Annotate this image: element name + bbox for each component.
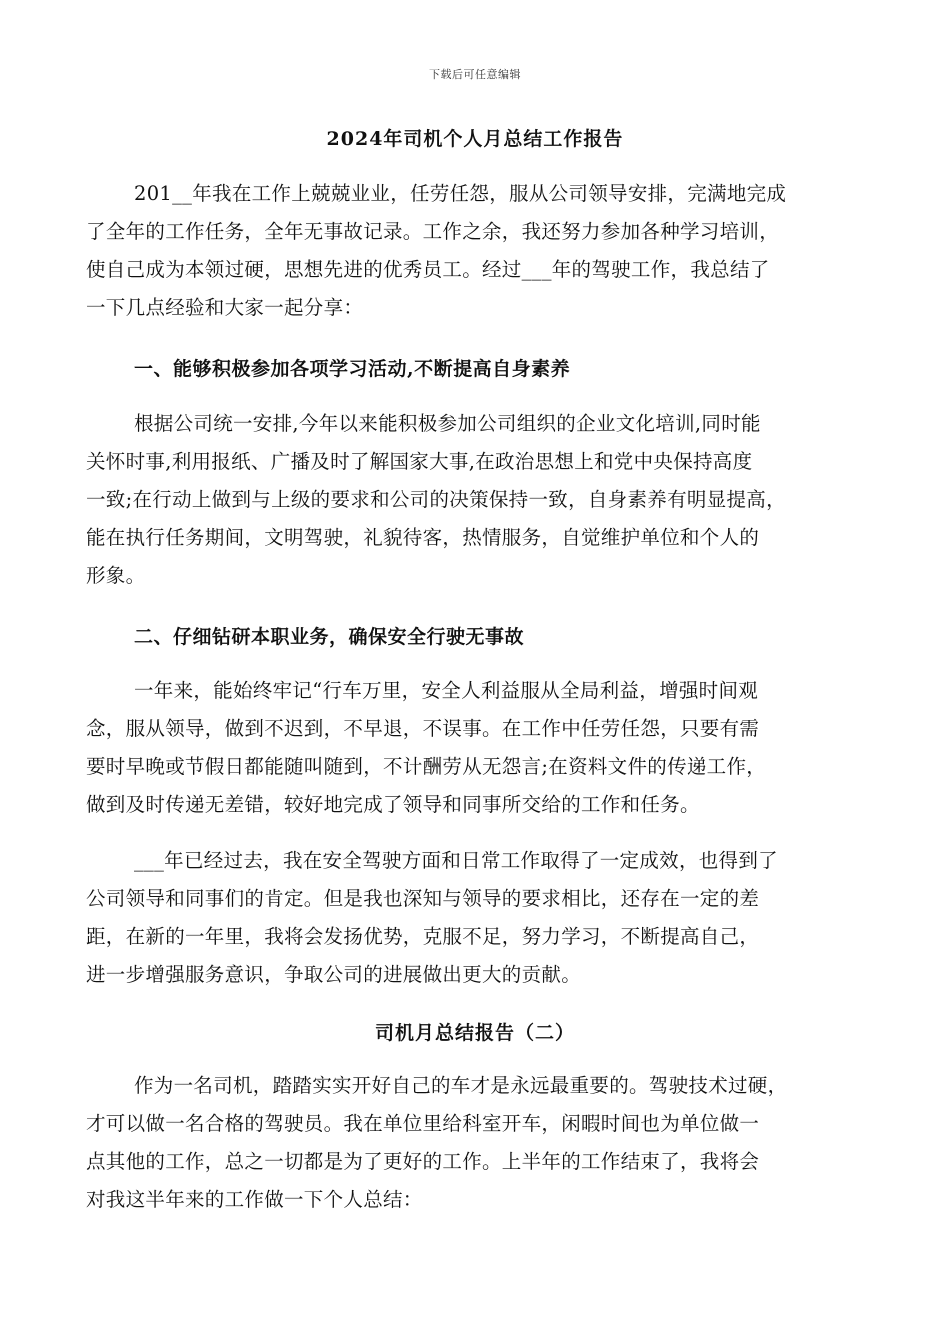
paragraph-line: 距，在新的一年里，我将会发扬优势，克服不足，努力学习，不断提高自己， [86, 925, 760, 948]
paragraph-intro [86, 175, 866, 327]
paragraph-line: 使自己成为本领过硬，思想先进的优秀员工。经过___年的驾驶工作，我总结了 [86, 258, 770, 281]
paragraph-line: 一下几点经验和大家一起分享： [86, 296, 364, 319]
paragraph-line: 进一步增强服务意识，争取公司的进展做出更大的贡献。 [86, 963, 582, 986]
section-heading-2: 二、仔细钻研本职业务，确保安全行驶无事故 [134, 626, 525, 648]
paragraph-line: 公司领导和同事们的肯定。但是我也深知与领导的要求相比，还存在一定的差 [86, 887, 760, 910]
paragraph-line: 点其他的工作，总之一切都是为了更好的工作。上半年的工作结束了，我将会 [86, 1150, 760, 1173]
document-title: 2024年司机个人月总结工作报告 [326, 128, 624, 150]
paragraph-line: 作为一名司机，踏踏实实开好自己的车才是永远最重要的。驾驶技术过硬， [134, 1074, 788, 1097]
paragraph-line: 对我这半年来的工作做一下个人总结： [86, 1188, 423, 1211]
paragraph-line: 一年来，能始终牢记“行车万里，安全人利益服从全局利益，增强时间观 [134, 679, 759, 702]
paragraph-line: 形象。 [86, 564, 146, 587]
section-heading-1: 一、能够积极参加各项学习活动,不断提高自身素养 [134, 358, 571, 380]
paragraph-line: 一致;在行动上做到与上级的要求和公司的决策保持一致，自身素养有明显提高， [86, 488, 786, 511]
paragraph-conclusion [86, 842, 866, 994]
paragraph-line: 了全年的工作任务，全年无事故记录。工作之余，我还努力参加各种学习培训， [86, 220, 780, 243]
paragraph-line: 做到及时传递无差错，较好地完成了领导和同事所交给的工作和任务。 [86, 793, 700, 816]
paragraph-section-2 [86, 672, 866, 824]
second-report-title: 司机月总结报告（二） [374, 1022, 575, 1044]
paragraph-line: 才可以做一名合格的驾驶员。我在单位里给科室开车，闲暇时间也为单位做一 [86, 1112, 760, 1135]
paragraph-line: 念，服从领导，做到不迟到，不早退，不误事。在工作中任劳任怨，只要有需 [86, 717, 760, 740]
paragraph-line: 根据公司统一安排,今年以来能积极参加公司组织的企业文化培训,同时能 [134, 412, 761, 435]
paragraph-line: 关怀时事,利用报纸、广播及时了解国家大事,在政治思想上和党中央保持高度 [86, 450, 753, 473]
paragraph-section-1 [86, 405, 866, 595]
paragraph-line: ___年已经过去，我在安全驾驶方面和日常工作取得了一定成效，也得到了 [134, 849, 778, 872]
paragraph-line: 能在执行任务期间，文明驾驶，礼貌待客，热情服务，自觉维护单位和个人的 [86, 526, 760, 549]
paragraph-line: 要时早晚或节假日都能随叫随到，不计酬劳从无怨言;在资料文件的传递工作， [86, 755, 767, 778]
paragraph-line: 201__年我在工作上兢兢业业，任劳任怨，服从公司领导安排，完满地完成 [134, 182, 787, 205]
header-note: 下载后可任意编辑 [429, 68, 521, 81]
paragraph-second-report [86, 1067, 866, 1219]
